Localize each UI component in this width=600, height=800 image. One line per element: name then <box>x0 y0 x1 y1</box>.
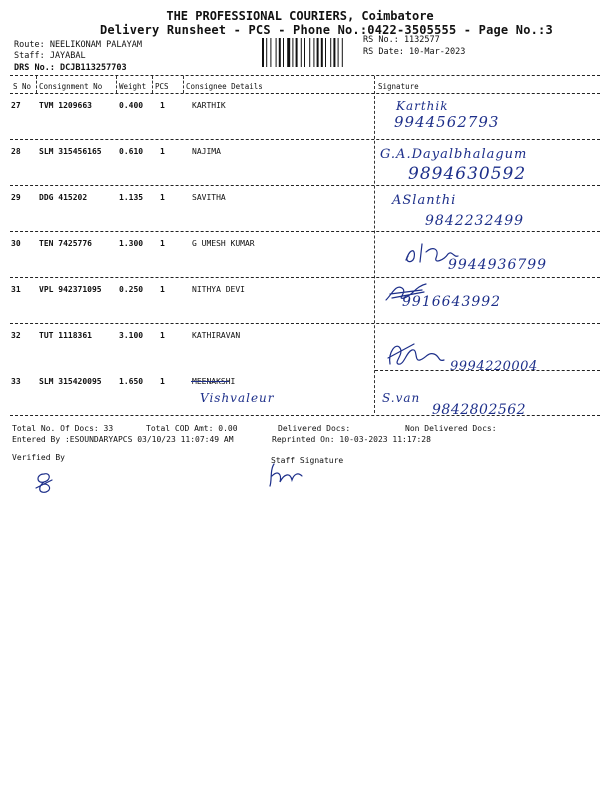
non-delivered-docs: Non Delivered Docs: <box>405 424 497 433</box>
barcode <box>262 38 354 67</box>
signature-col-divider <box>374 76 375 413</box>
row-extra-handwriting: Vishvaleur <box>200 391 275 405</box>
barcode-bar <box>317 38 319 67</box>
col-signature-header: Signature <box>378 82 419 91</box>
row-pcs: 1 <box>160 377 165 386</box>
row-signature-phone: 9842802562 <box>432 402 527 418</box>
row-pcs: 1 <box>160 101 165 110</box>
row-consignment-no: VPL 942371095 <box>39 285 102 294</box>
route-label: Route: NEELIKONAM PALAYAM <box>14 40 142 50</box>
row-consignment-no: DDG 415202 <box>39 193 88 202</box>
staff-signature-label: Staff Signature <box>271 456 344 465</box>
staff-signature <box>266 460 306 488</box>
row-consignment-no: TVM 1209663 <box>39 101 92 110</box>
row-pcs: 1 <box>160 285 165 294</box>
drs-number: DRS No.: DCJB113257703 <box>14 63 127 73</box>
total-docs: Total No. Of Docs: 33 <box>12 424 114 433</box>
row-signature-phone: 9894630592 <box>408 164 527 184</box>
row-pcs: 1 <box>160 147 165 156</box>
row-separator <box>10 139 600 140</box>
row-weight: 1.135 <box>119 193 144 202</box>
row-signature-phone: 9994220004 <box>450 359 538 374</box>
row-consignee: NAJIMA <box>192 147 221 156</box>
row-consignee: KATHIRAVAN <box>192 331 241 340</box>
barcode-bar <box>338 38 339 67</box>
barcode-bar <box>262 38 264 67</box>
barcode-bar <box>309 38 310 67</box>
row-sno: 32 <box>11 331 21 340</box>
barcode-bar <box>301 38 302 67</box>
row-consignee: KARTHIK <box>192 101 226 110</box>
rs-date: RS Date: 10-Mar-2023 <box>363 47 466 57</box>
header-top-rule <box>10 75 600 76</box>
row-pcs: 1 <box>160 331 165 340</box>
row-sno: 27 <box>11 101 21 110</box>
header-bottom-rule <box>10 93 600 94</box>
col-consignee-header: Consignee Details <box>186 82 263 91</box>
row-signature-name: S.van <box>382 391 421 405</box>
row-pcs: 1 <box>160 239 165 248</box>
col-consignment-header: Consignment No <box>39 82 103 91</box>
table-bottom-rule <box>10 415 600 416</box>
reprinted-on: Reprinted On: 10-03-2023 11:17:28 <box>272 435 431 444</box>
barcode-bar <box>321 38 323 67</box>
col-pcs-header: PCS <box>155 82 169 91</box>
row-weight: 0.250 <box>119 285 144 294</box>
row-signature-phone: 9916643992 <box>402 294 502 310</box>
barcode-bar <box>333 38 335 67</box>
barcode-bar <box>266 38 267 67</box>
barcode-bar <box>279 38 281 67</box>
staff-label: Staff: JAYABAL <box>14 51 86 61</box>
document-title: THE PROFESSIONAL COURIERS, Coimbatore <box>166 9 434 23</box>
barcode-bar <box>287 38 290 67</box>
col-divider <box>152 76 153 93</box>
barcode-bar <box>325 38 326 67</box>
row-consignment-no: TUT 1118361 <box>39 331 92 340</box>
row-signature-phone: 9944936799 <box>448 257 548 273</box>
row-signature-phone: 9842232499 <box>425 213 525 229</box>
row-weight: 1.650 <box>119 377 144 386</box>
row-signature-name: G.A.Dayalbhalagum <box>380 147 528 162</box>
col-weight-header: Weight <box>119 82 147 91</box>
row-pcs: 1 <box>160 193 165 202</box>
verified-by-label: Verified By <box>12 453 65 462</box>
row-weight: 1.300 <box>119 239 144 248</box>
barcode-bar <box>283 38 284 67</box>
row-consignee: G UMESH KUMAR <box>192 239 255 248</box>
barcode-bar <box>342 38 343 67</box>
rs-number: RS No.: 1132577 <box>363 35 440 45</box>
row-sno: 33 <box>11 377 21 386</box>
row-consignee: SAVITHA <box>192 193 226 202</box>
row-separator <box>10 323 600 324</box>
total-cod-amount: Total COD Amt: 0.00 <box>146 424 238 433</box>
barcode-bar <box>292 38 293 67</box>
delivered-docs: Delivered Docs: <box>278 424 351 433</box>
row-sno: 29 <box>11 193 21 202</box>
row-sno: 31 <box>11 285 21 294</box>
row-signature-phone: 9944562793 <box>394 113 500 131</box>
row-weight: 3.100 <box>119 331 144 340</box>
strike-through-mark <box>191 381 229 382</box>
col-divider <box>36 76 37 93</box>
row-consignee: NITHYA DEVI <box>192 285 245 294</box>
barcode-bar <box>296 38 298 67</box>
row-signature-name: Karthik <box>396 99 449 113</box>
handwritten-signature <box>384 338 446 368</box>
row-separator <box>10 231 600 232</box>
entered-by: Entered By :ESOUNDARYAPCS 03/10/23 11:07:49 AM <box>12 435 234 444</box>
barcode-bar <box>313 38 314 67</box>
col-sno-header: S No <box>13 82 32 91</box>
verifier-signature <box>32 470 56 496</box>
row-weight: 0.610 <box>119 147 144 156</box>
barcode-bar <box>270 38 271 67</box>
barcode-bar <box>304 38 305 67</box>
row-separator <box>10 277 600 278</box>
col-divider <box>183 76 184 93</box>
row-consignment-no: TEN 7425776 <box>39 239 92 248</box>
row-signature-name: ASlanthi <box>392 193 457 208</box>
document-subtitle: Delivery Runsheet - PCS - Phone No.:0422-3505555 - Page No.:3 <box>100 23 553 37</box>
col-divider <box>116 76 117 93</box>
row-separator <box>10 185 600 186</box>
row-consignment-no: SLM 315420095 <box>39 377 102 386</box>
barcode-bar <box>276 38 277 67</box>
row-weight: 0.400 <box>119 101 144 110</box>
row-consignment-no: SLM 315456165 <box>39 147 102 156</box>
barcode-bar <box>330 38 331 67</box>
row-consignee: MEENAKSHI <box>192 377 236 386</box>
row-sno: 28 <box>11 147 21 156</box>
row-separator <box>375 370 600 371</box>
row-sno: 30 <box>11 239 21 248</box>
